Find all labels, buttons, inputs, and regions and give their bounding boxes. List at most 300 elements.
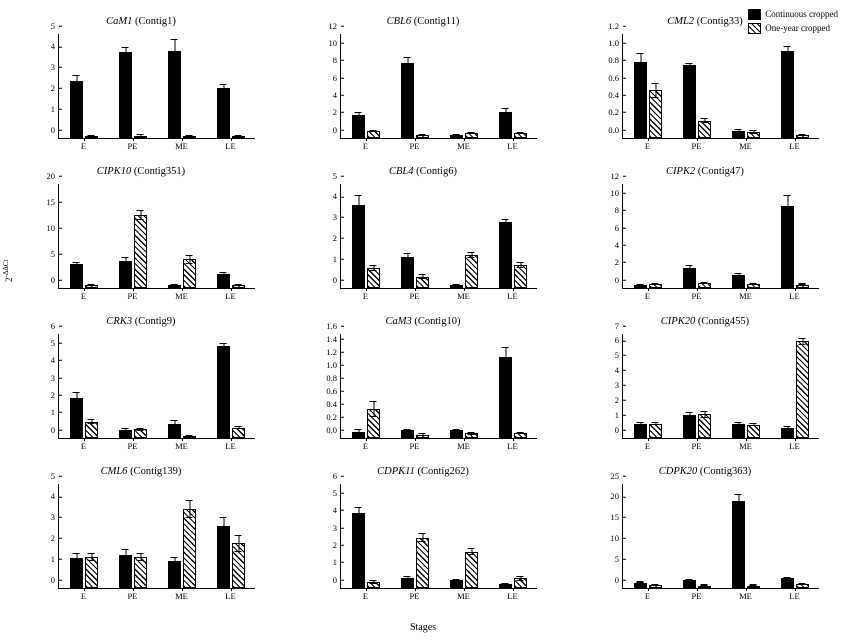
error-bar bbox=[735, 494, 742, 507]
bar-with-error bbox=[514, 34, 527, 138]
panel-title bbox=[564, 316, 846, 327]
bar-with-error bbox=[634, 34, 647, 138]
panel-contig-name: (Contig455) bbox=[695, 316, 750, 327]
y-tick-label: 4 bbox=[333, 192, 341, 201]
bar-continuous bbox=[401, 257, 414, 288]
error-bar bbox=[235, 135, 242, 137]
chart-panel bbox=[564, 464, 846, 614]
bar-with-error bbox=[70, 334, 83, 438]
y-tick-label: 0 bbox=[333, 125, 341, 134]
bar-container bbox=[341, 334, 537, 438]
panel-title bbox=[0, 166, 282, 177]
bar-group bbox=[450, 484, 478, 588]
bar-group bbox=[634, 484, 662, 588]
bar-one-year bbox=[514, 265, 527, 288]
y-tick-label: 1 bbox=[615, 410, 623, 419]
bar-one-year bbox=[747, 425, 760, 438]
bar-with-error bbox=[499, 184, 512, 288]
y-tick-label: 1 bbox=[51, 554, 59, 563]
x-tick-label: LE bbox=[507, 591, 518, 601]
bar-with-error bbox=[416, 334, 429, 438]
panel-gene-name: CDPK11 bbox=[377, 466, 415, 477]
error-bar bbox=[517, 262, 524, 268]
bar-with-error bbox=[217, 184, 230, 288]
bar-group bbox=[168, 34, 196, 138]
x-tick-label: ME bbox=[175, 291, 188, 301]
x-tick-label: PE bbox=[691, 441, 702, 451]
y-tick-label: 0.6 bbox=[608, 73, 623, 82]
bar-with-error bbox=[119, 334, 132, 438]
bar-with-error bbox=[499, 34, 512, 138]
bar-group bbox=[499, 334, 527, 438]
bar-continuous bbox=[499, 222, 512, 288]
bar-with-error bbox=[85, 34, 98, 138]
y-tick-label: 4 bbox=[333, 91, 341, 100]
bar-group bbox=[499, 184, 527, 288]
bar-group bbox=[634, 184, 662, 288]
bar-one-year bbox=[85, 557, 98, 588]
y-tick-label: 1 bbox=[51, 408, 59, 417]
chart-panel bbox=[0, 164, 282, 314]
bar-one-year bbox=[183, 509, 196, 588]
bar-with-error bbox=[85, 334, 98, 438]
panel-contig-name: (Contig11) bbox=[411, 16, 460, 27]
error-bar bbox=[73, 392, 80, 404]
y-tick-label: 0.0 bbox=[326, 425, 341, 434]
bar-with-error bbox=[367, 334, 380, 438]
bar-group bbox=[401, 484, 429, 588]
panel-gene-name: CIPK20 bbox=[660, 316, 696, 327]
bar-with-error bbox=[698, 484, 711, 588]
bar-with-error bbox=[168, 34, 181, 138]
x-tick-label: PE bbox=[691, 291, 702, 301]
y-tick-label: 20 bbox=[47, 171, 60, 180]
chart-panel bbox=[564, 314, 846, 464]
bar-with-error bbox=[183, 34, 196, 138]
bar-group bbox=[119, 34, 147, 138]
chart-panel bbox=[282, 464, 564, 614]
y-tick-label: 0 bbox=[615, 275, 623, 284]
bar-with-error bbox=[683, 334, 696, 438]
y-tick-label: 15 bbox=[611, 513, 624, 522]
bar-container bbox=[59, 184, 255, 288]
error-bar bbox=[171, 557, 178, 565]
y-tick-label: 2 bbox=[51, 84, 59, 93]
panel-contig-name: (Contig33) bbox=[694, 16, 743, 27]
error-bar bbox=[220, 84, 227, 92]
bar-with-error bbox=[217, 34, 230, 138]
y-tick-label: 1 bbox=[333, 254, 341, 263]
bar-with-error bbox=[401, 484, 414, 588]
x-tick-label: PE bbox=[127, 591, 138, 601]
y-tick-label: 1.2 bbox=[608, 21, 623, 30]
error-bar bbox=[686, 412, 693, 418]
bar-container bbox=[623, 484, 819, 588]
y-tick-label: 0 bbox=[615, 575, 623, 584]
legend-label-continuous: Continuous cropped bbox=[765, 9, 838, 19]
panel-title bbox=[0, 316, 282, 327]
bar-with-error bbox=[367, 184, 380, 288]
bar-with-error bbox=[634, 334, 647, 438]
bar-container bbox=[623, 184, 819, 288]
error-bar bbox=[88, 553, 95, 561]
bar-with-error bbox=[796, 34, 809, 138]
panel-contig-name: (Contig10) bbox=[411, 316, 461, 327]
bar-container bbox=[341, 184, 537, 288]
error-bar bbox=[784, 195, 791, 216]
bar-group bbox=[352, 484, 380, 588]
error-bar bbox=[502, 583, 509, 585]
bar-one-year bbox=[465, 552, 478, 588]
x-tick-label: ME bbox=[739, 441, 752, 451]
x-tick-label: E bbox=[80, 291, 87, 301]
chart-panel bbox=[0, 314, 282, 464]
bar-group bbox=[168, 334, 196, 438]
bar-one-year bbox=[416, 538, 429, 588]
x-tick-label: E bbox=[644, 291, 651, 301]
bar-continuous bbox=[70, 264, 83, 288]
error-bar bbox=[701, 411, 708, 418]
x-tick-label: ME bbox=[175, 141, 188, 151]
x-tick-label: E bbox=[362, 591, 369, 601]
y-tick-label: 6 bbox=[333, 471, 341, 480]
bar-group bbox=[499, 484, 527, 588]
y-tick-label: 4 bbox=[615, 366, 623, 375]
bar-one-year bbox=[134, 215, 147, 288]
y-tick-label: 0.0 bbox=[608, 125, 623, 134]
bar-group bbox=[217, 34, 245, 138]
error-bar bbox=[517, 576, 524, 581]
y-tick-label: 6 bbox=[333, 73, 341, 82]
bar-group bbox=[634, 34, 662, 138]
bar-container bbox=[623, 334, 819, 438]
bar-one-year bbox=[796, 341, 809, 438]
panel-gene-name: CML2 bbox=[667, 16, 695, 27]
error-bar bbox=[735, 273, 742, 276]
bar-with-error bbox=[183, 334, 196, 438]
x-tick-label: LE bbox=[789, 591, 800, 601]
y-tick-label: 1.0 bbox=[608, 39, 623, 48]
panel-gene-name: CBL4 bbox=[389, 166, 414, 177]
y-tick-label: 3 bbox=[333, 213, 341, 222]
bar-with-error bbox=[232, 34, 245, 138]
bar-group bbox=[499, 34, 527, 138]
bar-with-error bbox=[450, 184, 463, 288]
panel-title bbox=[564, 166, 846, 177]
bar-with-error bbox=[649, 34, 662, 138]
bar-with-error bbox=[450, 334, 463, 438]
error-bar bbox=[468, 548, 475, 555]
error-bar bbox=[88, 419, 95, 424]
x-tick-label: ME bbox=[739, 291, 752, 301]
error-bar bbox=[419, 274, 426, 278]
error-bar bbox=[750, 584, 757, 586]
error-bar bbox=[122, 428, 129, 431]
error-bar bbox=[735, 422, 742, 426]
bar-group bbox=[352, 184, 380, 288]
bar-with-error bbox=[70, 184, 83, 288]
x-tick-label: PE bbox=[691, 141, 702, 151]
bar-group bbox=[732, 484, 760, 588]
bar-with-error bbox=[217, 484, 230, 588]
bar-continuous bbox=[119, 52, 132, 138]
y-tick-label: 15 bbox=[47, 197, 60, 206]
bar-container bbox=[59, 334, 255, 438]
error-bar bbox=[701, 282, 708, 285]
bar-group bbox=[683, 184, 711, 288]
y-tick-label: 3 bbox=[51, 373, 59, 382]
error-bar bbox=[637, 53, 644, 70]
error-bar bbox=[419, 134, 426, 136]
bar-container bbox=[341, 34, 537, 138]
error-bar bbox=[137, 428, 144, 431]
bar-with-error bbox=[134, 334, 147, 438]
bar-continuous bbox=[683, 65, 696, 138]
bar-container bbox=[59, 34, 255, 138]
bar-group bbox=[683, 34, 711, 138]
error-bar bbox=[502, 347, 509, 367]
error-bar bbox=[137, 134, 144, 136]
bar-with-error bbox=[367, 484, 380, 588]
bar-one-year bbox=[649, 424, 662, 438]
bar-with-error bbox=[352, 184, 365, 288]
bar-continuous bbox=[217, 88, 230, 138]
bar-continuous bbox=[781, 51, 794, 138]
y-tick-label: 2 bbox=[333, 234, 341, 243]
error-bar bbox=[652, 83, 659, 99]
error-bar bbox=[137, 210, 144, 220]
bar-group bbox=[781, 34, 809, 138]
x-tick-label: ME bbox=[457, 291, 470, 301]
y-tick-label: 5 bbox=[51, 339, 59, 348]
bar-group bbox=[634, 334, 662, 438]
x-tick-label: PE bbox=[127, 441, 138, 451]
x-tick-label: ME bbox=[739, 591, 752, 601]
bar-continuous bbox=[634, 424, 647, 438]
panel-row bbox=[0, 14, 846, 164]
y-tick-label: 3 bbox=[615, 381, 623, 390]
x-tick-label: LE bbox=[507, 291, 518, 301]
bar-group bbox=[119, 184, 147, 288]
bar-with-error bbox=[634, 184, 647, 288]
bar-with-error bbox=[732, 334, 745, 438]
y-tick-label: 0.2 bbox=[326, 412, 341, 421]
panel-contig-name: (Contig363) bbox=[697, 466, 752, 477]
y-tick-label: 5 bbox=[615, 554, 623, 563]
bar-group bbox=[732, 334, 760, 438]
bar-with-error bbox=[168, 184, 181, 288]
bar-container bbox=[623, 34, 819, 138]
bar-group bbox=[450, 34, 478, 138]
error-bar bbox=[186, 135, 193, 137]
bar-with-error bbox=[781, 484, 794, 588]
panel-contig-name: (Contig47) bbox=[695, 166, 744, 177]
bar-continuous bbox=[732, 501, 745, 588]
bar-with-error bbox=[732, 34, 745, 138]
panel-title bbox=[282, 16, 564, 27]
bar-with-error bbox=[747, 184, 760, 288]
panel-title bbox=[282, 316, 564, 327]
bar-with-error bbox=[465, 184, 478, 288]
bar-group bbox=[119, 484, 147, 588]
bar-with-error bbox=[732, 484, 745, 588]
error-bar bbox=[735, 129, 742, 132]
error-bar bbox=[73, 262, 80, 266]
bar-group bbox=[352, 34, 380, 138]
error-bar bbox=[784, 46, 791, 56]
chart-panel bbox=[282, 314, 564, 464]
bar-with-error bbox=[747, 484, 760, 588]
y-tick-label: 1 bbox=[51, 104, 59, 113]
bar-group bbox=[450, 184, 478, 288]
error-bar bbox=[235, 426, 242, 429]
x-tick-label: E bbox=[644, 141, 651, 151]
error-bar bbox=[784, 577, 791, 579]
bar-group bbox=[70, 484, 98, 588]
y-tick-label: 5 bbox=[51, 471, 59, 480]
y-tick-label: 1.2 bbox=[326, 347, 341, 356]
bar-with-error bbox=[119, 34, 132, 138]
y-tick-label: 2 bbox=[51, 391, 59, 400]
y-tick-label: 5 bbox=[615, 351, 623, 360]
y-tick-label: 1 bbox=[333, 558, 341, 567]
bar-with-error bbox=[232, 184, 245, 288]
x-tick-label: PE bbox=[127, 141, 138, 151]
bar-with-error bbox=[781, 34, 794, 138]
bar-with-error bbox=[401, 184, 414, 288]
panel-contig-name: (Contig351) bbox=[131, 166, 186, 177]
y-tick-label: 0 bbox=[51, 575, 59, 584]
x-tick-label: E bbox=[362, 291, 369, 301]
error-bar bbox=[468, 132, 475, 134]
bar-continuous bbox=[70, 81, 83, 138]
bar-continuous bbox=[732, 275, 745, 288]
x-tick-label: ME bbox=[457, 591, 470, 601]
error-bar bbox=[799, 583, 806, 585]
bar-group bbox=[168, 484, 196, 588]
panel-contig-name: (Contig1) bbox=[132, 16, 176, 27]
bar-continuous bbox=[781, 578, 794, 588]
error-bar bbox=[652, 283, 659, 285]
bar-with-error bbox=[232, 484, 245, 588]
x-tick-label: PE bbox=[409, 591, 420, 601]
y-tick-label: 3 bbox=[51, 513, 59, 522]
bar-continuous bbox=[401, 578, 414, 588]
x-tick-label: LE bbox=[789, 291, 800, 301]
bar-with-error bbox=[70, 484, 83, 588]
error-bar bbox=[186, 435, 193, 437]
error-bar bbox=[220, 343, 227, 350]
y-tick-label: 12 bbox=[611, 171, 624, 180]
bar-with-error bbox=[649, 484, 662, 588]
x-tick-label: E bbox=[80, 591, 87, 601]
x-tick-label: E bbox=[644, 441, 651, 451]
bar-with-error bbox=[683, 484, 696, 588]
y-tick-label: 0.6 bbox=[326, 386, 341, 395]
bar-continuous bbox=[217, 274, 230, 288]
error-bar bbox=[88, 284, 95, 286]
y-tick-label: 4 bbox=[615, 241, 623, 250]
bar-with-error bbox=[781, 334, 794, 438]
error-bar bbox=[686, 579, 693, 581]
bar-group bbox=[70, 34, 98, 138]
x-tick-label: E bbox=[362, 441, 369, 451]
panel-gene-name: CaM1 bbox=[106, 16, 133, 27]
error-bar bbox=[701, 118, 708, 123]
bar-group bbox=[683, 484, 711, 588]
error-bar bbox=[502, 108, 509, 116]
bar-continuous bbox=[781, 206, 794, 288]
panel-title bbox=[282, 166, 564, 177]
chart-panel bbox=[282, 164, 564, 314]
x-tick-label: LE bbox=[225, 441, 236, 451]
panel-gene-name: CIPK2 bbox=[666, 166, 696, 177]
error-bar bbox=[355, 195, 362, 214]
y-tick-label: 10 bbox=[611, 534, 624, 543]
bar-group bbox=[401, 334, 429, 438]
error-bar bbox=[88, 135, 95, 137]
error-bar bbox=[73, 553, 80, 563]
error-bar bbox=[502, 219, 509, 225]
bar-with-error bbox=[747, 334, 760, 438]
bar-continuous bbox=[683, 415, 696, 438]
x-tick-label: LE bbox=[225, 591, 236, 601]
error-bar bbox=[137, 553, 144, 561]
y-tick-label: 0.4 bbox=[326, 399, 341, 408]
error-bar bbox=[750, 423, 757, 426]
error-bar bbox=[517, 432, 524, 435]
bar-group bbox=[781, 484, 809, 588]
y-tick-label: 20 bbox=[611, 492, 624, 501]
panel-title bbox=[0, 16, 282, 27]
error-bar bbox=[468, 432, 475, 435]
bar-one-year bbox=[134, 557, 147, 588]
y-tick-label: 0.8 bbox=[326, 373, 341, 382]
x-tick-label: LE bbox=[789, 441, 800, 451]
error-bar bbox=[637, 284, 644, 286]
error-bar bbox=[370, 401, 377, 417]
x-tick-label: LE bbox=[225, 291, 236, 301]
y-tick-label: 12 bbox=[329, 21, 342, 30]
x-tick-label: ME bbox=[457, 441, 470, 451]
panel-grid bbox=[0, 14, 846, 614]
bar-with-error bbox=[732, 184, 745, 288]
error-bar bbox=[419, 433, 426, 436]
x-tick-label: E bbox=[644, 591, 651, 601]
panel-contig-name: (Contig9) bbox=[132, 316, 176, 327]
y-tick-label: 3 bbox=[51, 63, 59, 72]
bar-with-error bbox=[168, 484, 181, 588]
bar-continuous bbox=[781, 428, 794, 438]
bar-with-error bbox=[401, 34, 414, 138]
bar-with-error bbox=[781, 184, 794, 288]
bar-with-error bbox=[514, 184, 527, 288]
x-tick-label: ME bbox=[739, 141, 752, 151]
y-tick-label: 10 bbox=[611, 189, 624, 198]
bar-with-error bbox=[183, 484, 196, 588]
error-bar bbox=[355, 112, 362, 118]
x-tick-label: PE bbox=[127, 291, 138, 301]
bar-with-error bbox=[119, 184, 132, 288]
bar-with-error bbox=[649, 184, 662, 288]
bar-with-error bbox=[401, 334, 414, 438]
bar-with-error bbox=[649, 334, 662, 438]
bar-group bbox=[217, 184, 245, 288]
error-bar bbox=[186, 500, 193, 519]
y-tick-label: 5 bbox=[333, 489, 341, 498]
panel-title bbox=[564, 466, 846, 477]
error-bar bbox=[453, 134, 460, 136]
